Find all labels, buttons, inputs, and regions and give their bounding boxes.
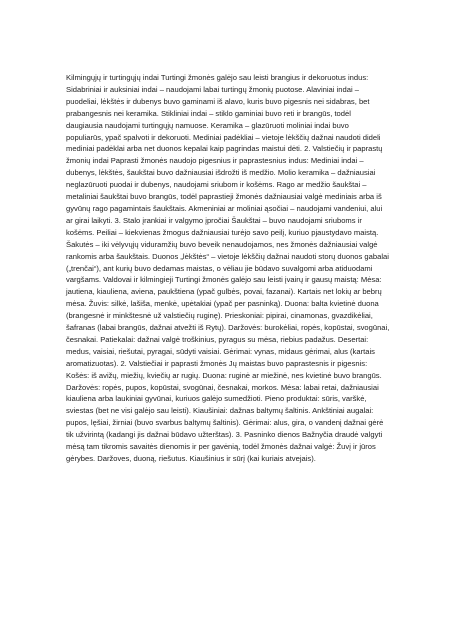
text-line: neglazūruoti puodai ir dubenys, naudojami sriubom ir košėms. Rago ar medžio šaukštai – — [66, 180, 367, 190]
text-line: jautiena, kiauliena, aviena, paukštiena (ypač gulbės, povai, fazanai). Kartais net lokių ar bebrų — [66, 287, 382, 297]
text-line: rankomis arba šaukštais. Duonos „lėkštės“ – vietoje lėkščių dažnai naudoti storų duonos gabalai — [66, 251, 389, 261]
text-line: populiarūs, ypač spalvoti ir dekoruoti. Mediniai padėkliai – vietoje lėkščių dažnai naudoti dideli — [66, 132, 381, 142]
text-line: šafranas (labai brangūs, dažnai atvežti iš Rytų). Daržovės: burokėliai, ropės, kopūstai, svogūnai, — [66, 323, 390, 333]
text-line: tik užvirintą (kadangi jis dažnai būdavo užterštas). 3. Pasninko dienos Bažnyčia draudė valgyti — [66, 430, 383, 440]
text-line: ar girai laikyti. 3. Stalo įrankiai ir valgymo įpročiai Šaukštai – buvo naudojami sriuboms ir — [66, 215, 362, 225]
text-line: žmonių indai Paprasti žmonės naudojo pigesnius ir paprastesnius indus: Mediniai indai – — [66, 156, 364, 166]
text-line: prabangesnis nei keramika. Stikliniai indai – stiklo gaminiai buvo reti ir brangūs, todėl — [66, 108, 351, 118]
document-body — [66, 72, 411, 465]
text-line: sviestas (bet ne visi galėjo sau leisti). Kiaušiniai: dažnas baltymų šaltinis. Ankštiniai augalai: — [66, 406, 374, 416]
text-line: (brangesnė ir minkštesnė už valstiečių ruginę). Prieskoniai: pipirai, cinamonas, gvazdikėliai, — [66, 311, 373, 321]
text-line: daugiausia naudojami turtingųjų namuose. Keramika – glazūruoti moliniai indai buvo — [66, 120, 349, 130]
text-line: Šakutės – iki vėlyvųjų viduramžių buvo beveik nenaudojamos, nes žmonės dažniausiai valgė — [66, 239, 378, 249]
text-line: Sidabriniai ir auksiniai indai – naudojami labai turtingų žmonių puotose. Alaviniai indai – — [66, 84, 359, 94]
text-line: mėsa. Žuvis: silkė, lašiša, menkė, upėtakiai (ypač per pasninką). Duona: balta kvietinė duona — [66, 299, 379, 309]
text-line: vargšams. Valdovai ir kilmingieji Turtingi žmonės galėjo sau leisti įvairų ir gausų maistą: Mėsa: — [66, 275, 382, 285]
text-line: metaliniai šaukštai buvo brangūs, todėl paprastieji žmonės dažniausiai valgė mediniais arba iš — [66, 192, 382, 202]
text-line: dubenys, lėkštės, šaukštai buvo dažniausiai išdrožti iš medžio. Molio keramika – dažniausiai — [66, 168, 376, 178]
text-line: pupos, lęšiai, žirniai (buvo svarbus baltymų šaltinis). Gėrimai: alus, gira, o vandenį dažnai gėrė — [66, 418, 384, 428]
text-line: puodeliai, lėkštės ir dubenys buvo gaminami iš alavo, kuris buvo pigesnis nei sidabras, bet — [66, 96, 370, 106]
text-line: Kilmingųjų ir turtingųjų indai Turtingi žmonės galėjo sau leisti brangius ir dekoruotus indus: — [66, 73, 369, 82]
text-line: česnakai. Patiekalai: dažnai valgė troškinius, pyragus su mėsa, riebius padažus. Desertai: — [66, 334, 369, 344]
text-line: aromatizuotas). 2. Valstiečiai ir paprasti žmonės Jų maistas buvo paprastesnis ir pigesnis: — [66, 358, 368, 368]
text-line: („trenčai“), ant kurių buvo dedamas maistas, o vėliau jie būdavo suvalgomi arba atiduodami — [66, 263, 373, 273]
text-line: medus, vaisiai, riešutai, pyragai, sūdyti vaisiai. Gėrimai: vynas, midaus gėrimai, alus (kartais — [66, 346, 375, 356]
text-line: mediniai padėklai arba net duonos kepalai kaip pagrindas maistui dėti. 2. Valstiečių ir paprastų — [66, 144, 383, 154]
text-line: Košės: iš avižų, miežių, kviečių ar rugių. Duona: ruginė ar miežinė, nes kvietinė buvo brangūs. — [66, 370, 382, 380]
text-line: kiauliena arba laukiniai gyvūnai, kuriuos galėjo sumedžioti. Pieno produktai: sūris, varškė, — [66, 394, 367, 404]
text-line: gyvūnų rago pagamintais šaukštais. Akmeniniai ar moliniai ąsočiai – naudojami vandeniui, alui — [66, 203, 383, 213]
text-line: mėsą tam tikromis savaitės dienomis ir per gavėnią, todėl žmonės dažnai valgė: Žuvį ir jūros — [66, 442, 376, 452]
text-line: košėms. Peiliai – kiekvienas žmogus dažniausiai turėjo savo peilį, kuriuo pjaustydavo maistą. — [66, 227, 379, 237]
text-line: Daržovės: ropės, pupos, kopūstai, svogūnai, česnakai, morkos. Mėsa: labai retai, dažniausiai — [66, 382, 379, 392]
text-line: gėrybes. Daržoves, duoną, riešutus. Kiaušinius ir sūrį (kai kuriais atvejais). — [66, 454, 316, 463]
